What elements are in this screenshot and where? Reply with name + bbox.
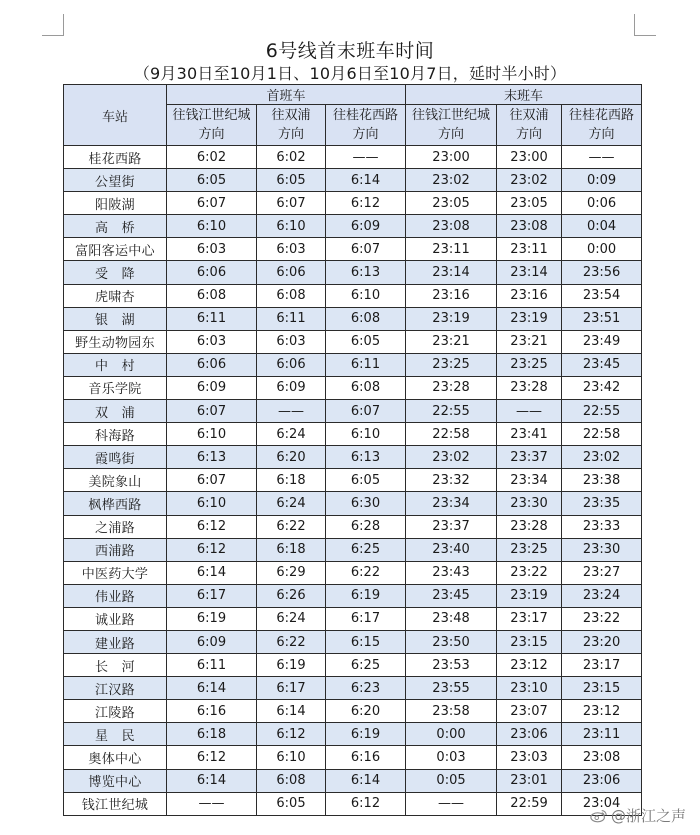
time-cell: 23:25 [497,353,562,376]
station-name-cell: 星 民 [64,723,167,746]
station-name-cell: 奥体中心 [64,746,167,769]
time-cell: 6:09 [167,630,257,653]
station-name-cell: 西浦路 [64,538,167,561]
time-cell: 6:10 [167,423,257,446]
time-cell: 23:00 [406,146,497,169]
time-cell: 6:10 [167,215,257,238]
time-cell: 6:25 [326,538,406,561]
time-cell: 6:19 [326,723,406,746]
direction-header: 往钱江世纪城 方向 [406,105,497,146]
table-row [64,515,642,538]
time-cell: 23:14 [497,261,562,284]
time-cell: 6:11 [257,307,326,330]
time-cell: 6:14 [167,769,257,792]
time-cell: 22:55 [406,400,497,423]
time-cell: 23:20 [562,630,642,653]
table-row [64,215,642,238]
time-cell: 23:27 [562,561,642,584]
time-cell: 6:14 [326,769,406,792]
time-cell: 23:11 [562,723,642,746]
time-cell: 23:02 [406,446,497,469]
station-name-cell: 美院象山 [64,469,167,492]
time-cell: 6:08 [257,769,326,792]
table-row [64,654,642,677]
time-cell: 6:22 [326,561,406,584]
time-cell: 23:49 [562,330,642,353]
time-cell: 23:41 [497,423,562,446]
station-name-cell: 建业路 [64,630,167,653]
table-row [64,146,642,169]
time-cell: 23:15 [562,677,642,700]
time-cell: 6:14 [326,169,406,192]
time-cell: 6:19 [257,654,326,677]
time-cell: 22:59 [497,792,562,815]
time-cell: 6:12 [167,538,257,561]
time-cell: 6:22 [257,630,326,653]
time-cell: 6:14 [167,561,257,584]
time-cell: 6:24 [257,423,326,446]
time-cell: 6:25 [326,654,406,677]
time-cell: 23:12 [562,700,642,723]
table-row [64,353,642,376]
time-cell: 23:12 [497,654,562,677]
time-cell: 6:05 [257,792,326,815]
time-cell: 6:03 [167,330,257,353]
time-cell: 23:50 [406,630,497,653]
crop-mark-top-left [42,14,64,36]
table-row [64,630,642,653]
table-row [64,607,642,630]
time-cell: 0:09 [562,169,642,192]
station-name-cell: 阳陂湖 [64,192,167,215]
time-cell: 6:14 [257,700,326,723]
time-cell: 23:48 [406,607,497,630]
time-cell: 23:28 [497,515,562,538]
time-cell: 23:11 [497,238,562,261]
time-cell: 6:10 [326,284,406,307]
time-cell: —— [406,792,497,815]
time-cell: 23:08 [406,215,497,238]
table-row [64,723,642,746]
time-cell: 6:16 [326,746,406,769]
station-name-cell: 公望街 [64,169,167,192]
time-cell: 6:14 [167,677,257,700]
time-cell: 23:08 [562,746,642,769]
time-cell: 23:17 [497,607,562,630]
time-cell: 23:05 [406,192,497,215]
time-cell: 23:03 [497,746,562,769]
station-name-cell: 双 浦 [64,400,167,423]
time-cell: 6:09 [257,376,326,399]
time-cell: 6:07 [326,400,406,423]
time-cell: 6:09 [167,376,257,399]
station-name-cell: 伟业路 [64,584,167,607]
time-cell: 6:05 [326,330,406,353]
time-cell: 23:32 [406,469,497,492]
time-cell: 23:33 [562,515,642,538]
station-header: 车站 [64,85,167,146]
time-cell: 23:06 [497,723,562,746]
table-row [64,538,642,561]
time-cell: 23:02 [406,169,497,192]
time-cell: —— [257,400,326,423]
time-cell: 23:16 [406,284,497,307]
time-cell: 6:07 [326,238,406,261]
station-name-cell: 中医药大学 [64,561,167,584]
time-cell: 6:09 [326,215,406,238]
time-cell: 0:00 [562,238,642,261]
time-cell: 23:06 [562,769,642,792]
table-row [64,446,642,469]
time-cell: 23:04 [562,792,642,815]
time-cell: 23:25 [406,353,497,376]
time-cell: 6:23 [326,677,406,700]
time-cell: —— [497,400,562,423]
direction-header: 往桂花西路 方向 [326,105,406,146]
table-row [64,169,642,192]
time-cell: 6:18 [257,538,326,561]
time-cell: 0:03 [406,746,497,769]
time-cell: 6:30 [326,492,406,515]
time-cell: 6:05 [167,169,257,192]
watermark-text: @浙江之声 [610,807,686,825]
time-cell: 6:08 [167,284,257,307]
time-cell: 6:02 [257,146,326,169]
time-cell: 6:13 [326,261,406,284]
time-cell: 6:28 [326,515,406,538]
time-cell: 23:28 [497,376,562,399]
time-cell: 23:16 [497,284,562,307]
weibo-icon [590,808,608,823]
table-row [64,261,642,284]
time-cell: 6:12 [167,515,257,538]
time-cell: 6:20 [326,700,406,723]
time-cell: 6:10 [257,215,326,238]
time-cell: 23:07 [497,700,562,723]
station-name-cell: 诚业路 [64,607,167,630]
timetable [63,84,642,816]
time-cell: 23:02 [497,169,562,192]
time-cell: 6:07 [167,192,257,215]
table-row [64,584,642,607]
time-cell: 6:19 [326,584,406,607]
time-cell: 23:45 [406,584,497,607]
time-cell: 22:55 [562,400,642,423]
table-row [64,284,642,307]
time-cell: 0:06 [562,192,642,215]
time-cell: 23:51 [562,307,642,330]
time-cell: 6:05 [257,169,326,192]
time-cell: 23:10 [497,677,562,700]
time-cell: 23:35 [562,492,642,515]
station-name-cell: 中 村 [64,353,167,376]
time-cell: 6:12 [326,792,406,815]
time-cell: 6:10 [167,492,257,515]
watermark [590,805,686,826]
time-cell: 23:14 [406,261,497,284]
time-cell: 6:16 [167,700,257,723]
time-cell: 23:58 [406,700,497,723]
time-cell: 6:26 [257,584,326,607]
time-cell: 23:37 [406,515,497,538]
table-row [64,492,642,515]
time-cell: 6:08 [326,376,406,399]
last-train-header: 末班车 [406,85,642,105]
time-cell: 6:13 [167,446,257,469]
time-cell: 23:19 [497,307,562,330]
crop-mark-top-right [634,14,656,36]
station-name-cell: 音乐学院 [64,376,167,399]
time-cell: 0:05 [406,769,497,792]
time-cell: 6:17 [167,584,257,607]
table-row [64,561,642,584]
time-cell: 23:08 [497,215,562,238]
time-cell: 6:10 [257,746,326,769]
time-cell: 6:22 [257,515,326,538]
time-cell: 22:58 [562,423,642,446]
time-cell: 23:19 [406,307,497,330]
station-name-cell: 科海路 [64,423,167,446]
time-cell: —— [326,146,406,169]
time-cell: —— [562,146,642,169]
time-cell: 6:13 [326,446,406,469]
time-cell: 23:30 [562,538,642,561]
table-row [64,769,642,792]
time-cell: 23:22 [497,561,562,584]
time-cell: 6:05 [326,469,406,492]
station-name-cell: 之浦路 [64,515,167,538]
station-name-cell: 富阳客运中心 [64,238,167,261]
time-cell: —— [167,792,257,815]
time-cell: 6:18 [257,469,326,492]
direction-header: 往桂花西路 方向 [562,105,642,146]
time-cell: 23:34 [497,469,562,492]
time-cell: 23:40 [406,538,497,561]
time-cell: 23:54 [562,284,642,307]
time-cell: 23:22 [562,607,642,630]
time-cell: 6:24 [257,492,326,515]
table-row [64,238,642,261]
table-row [64,792,642,815]
direction-header: 往钱江世纪城 方向 [167,105,257,146]
time-cell: 6:06 [257,261,326,284]
time-cell: 6:08 [326,307,406,330]
time-cell: 6:12 [326,192,406,215]
time-cell: 23:34 [406,492,497,515]
table-row [64,307,642,330]
time-cell: 23:37 [497,446,562,469]
direction-header: 往双浦 方向 [497,105,562,146]
station-name-cell: 野生动物园东 [64,330,167,353]
direction-header: 往双浦 方向 [257,105,326,146]
time-cell: 23:24 [562,584,642,607]
station-name-cell: 江汉路 [64,677,167,700]
page-title: 6号线首末班车时间 [265,40,435,62]
time-cell: 6:08 [257,284,326,307]
time-cell: 6:17 [326,607,406,630]
time-cell: 23:21 [497,330,562,353]
table-row [64,423,642,446]
station-name-cell: 银 湖 [64,307,167,330]
time-cell: 23:17 [562,654,642,677]
time-cell: 6:02 [167,146,257,169]
time-cell: 6:19 [167,607,257,630]
table-row [64,469,642,492]
time-cell: 6:29 [257,561,326,584]
time-cell: 6:17 [257,677,326,700]
station-name-cell: 虎啸杏 [64,284,167,307]
time-cell: 6:07 [167,400,257,423]
station-name-cell: 江陵路 [64,700,167,723]
time-cell: 6:11 [326,353,406,376]
time-cell: 23:56 [562,261,642,284]
table-row [64,746,642,769]
time-cell: 6:06 [167,353,257,376]
time-cell: 6:12 [167,746,257,769]
table-row [64,192,642,215]
time-cell: 23:30 [497,492,562,515]
time-cell: 23:00 [497,146,562,169]
time-cell: 23:43 [406,561,497,584]
time-cell: 6:24 [257,607,326,630]
time-cell: 6:11 [167,654,257,677]
table-row [64,330,642,353]
time-cell: 6:03 [257,330,326,353]
station-name-cell: 受 降 [64,261,167,284]
time-cell: 6:10 [326,423,406,446]
time-cell: 6:06 [167,261,257,284]
page-subtitle: （9月30日至10月1日、10月6日至10月7日，延时半小时） [133,64,567,83]
time-cell: 23:55 [406,677,497,700]
time-cell: 6:07 [257,192,326,215]
station-name-cell: 钱江世纪城 [64,792,167,815]
time-cell: 23:05 [497,192,562,215]
time-cell: 23:28 [406,376,497,399]
time-cell: 23:38 [562,469,642,492]
time-cell: 6:12 [257,723,326,746]
table-row [64,700,642,723]
table-row [64,677,642,700]
time-cell: 6:11 [167,307,257,330]
time-cell: 23:02 [562,446,642,469]
time-cell: 23:45 [562,353,642,376]
time-cell: 23:11 [406,238,497,261]
time-cell: 23:25 [497,538,562,561]
time-cell: 6:15 [326,630,406,653]
time-cell: 0:04 [562,215,642,238]
first-train-header: 首班车 [167,85,406,105]
station-name-cell: 桂花西路 [64,146,167,169]
station-name-cell: 枫桦西路 [64,492,167,515]
station-name-cell: 长 河 [64,654,167,677]
station-name-cell: 高 桥 [64,215,167,238]
time-cell: 23:42 [562,376,642,399]
station-name-cell: 霞鸣街 [64,446,167,469]
time-cell: 6:18 [167,723,257,746]
time-cell: 23:15 [497,630,562,653]
time-cell: 23:19 [497,584,562,607]
table-row [64,400,642,423]
time-cell: 22:58 [406,423,497,446]
time-cell: 23:53 [406,654,497,677]
time-cell: 23:21 [406,330,497,353]
time-cell: 6:03 [257,238,326,261]
time-cell: 23:01 [497,769,562,792]
table-row [64,376,642,399]
time-cell: 6:20 [257,446,326,469]
time-cell: 0:00 [406,723,497,746]
time-cell: 6:06 [257,353,326,376]
station-name-cell: 博览中心 [64,769,167,792]
time-cell: 6:07 [167,469,257,492]
time-cell: 6:03 [167,238,257,261]
